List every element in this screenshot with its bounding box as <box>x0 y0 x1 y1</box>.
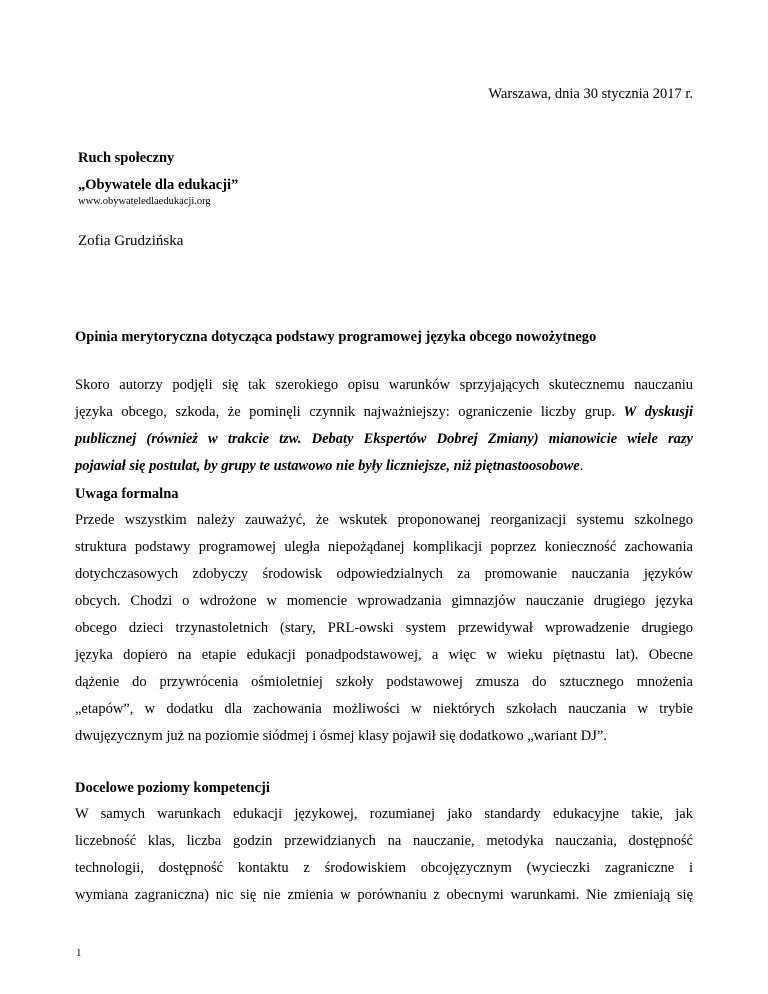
intro-emphasis: pojawiał się postulat, by grupy te ustawowo nie były liczniejsze, niż piętnastoosobowe <box>75 458 580 474</box>
paragraph-line: obcego dzieci trzynastoletnich (stary, PRL-owski system przewidywał wprowadzenie drugiego <box>75 620 693 636</box>
paragraph-line: dwujęzycznym już na poziomie siódmej i ósmej klasy pojawił się dodatkowo „wariant DJ”. <box>75 728 607 744</box>
organization-name: „Obywatele dla edukacji” <box>78 177 239 193</box>
paragraph-line: Przede wszystkim należy zauważyć, że wskutek proponowanej reorganizacji systemu szkolnego <box>75 512 693 528</box>
intro-line <box>75 399 693 426</box>
paragraph-line: obcych. Chodzi o wdrożone w momencie wprowadzania gimnazjów nauczanie drugiego języka <box>75 593 693 609</box>
intro-line-end: . <box>579 458 584 474</box>
organization-block <box>78 145 238 199</box>
intro-line <box>75 453 693 480</box>
paragraph-line: wymiana zagraniczna) nic się nie zmienia w porównaniu z obecnymi warunkami. Nie zmieniają się <box>75 887 693 903</box>
organization-type: Ruch społeczny <box>78 150 175 166</box>
intro-emphasis: publicznej (również w trakcie tzw. Debaty Ekspertów Dobrej Zmiany) mianowicie wiele razy <box>75 431 693 447</box>
intro-paragraph <box>75 372 693 480</box>
section-heading-formal: Uwaga formalna <box>75 486 179 502</box>
paragraph-line: dotychczasowych zdobyczy środowisk odpowiedzialnych za promowanie nauczania języków <box>75 566 693 582</box>
paragraph-line: języka dopiero na etapie edukacji ponadpodstawowej, a więc w wieku piętnastu lat). Obecne <box>75 647 693 663</box>
competence-paragraph <box>75 801 693 909</box>
paragraph-line: liczebność klas, liczba godzin przewidzianych na nauczanie, metodyka nauczania, dostępność <box>75 833 693 849</box>
paragraph-line: struktura podstawy programowej uległa niepożądanej komplikacji poprzez konieczność zachowania <box>75 539 693 555</box>
paragraph-line: „etapów”, w dodatku dla zachowania możliwości w niektórych szkołach nauczania w trybie <box>75 701 693 717</box>
intro-emphasis: W dyskusji <box>623 404 693 420</box>
page-number: 1 <box>76 947 82 959</box>
formal-remark-paragraph <box>75 507 693 750</box>
section-heading-competence: Docelowe poziomy kompetencji <box>75 780 270 796</box>
intro-line-text: języka obcego, szkoda, że pominęli czynnik najważniejszy: ograniczenie liczby grup. <box>75 404 615 420</box>
intro-line: Skoro autorzy podjęli się tak szerokiego opisu warunków sprzyjających skutecznemu nauczaniu <box>75 377 693 393</box>
document-title: Opinia merytoryczna dotycząca podstawy programowej języka obcego nowożytnego <box>75 329 597 345</box>
dateline: Warszawa, dnia 30 stycznia 2017 r. <box>488 86 693 102</box>
paragraph-line: dążenie do przywrócenia ośmioletniej szkoły podstawowej zmusza do sztucznego mnożenia <box>75 674 693 690</box>
author-name: Zofia Grudzińska <box>78 233 184 249</box>
paragraph-line: W samych warunkach edukacji językowej, rozumianej jako standardy edukacyjne takie, jak <box>75 806 693 822</box>
organization-url: www.obywateledlaedukacji.org <box>78 196 211 207</box>
paragraph-line: technologii, dostępność kontaktu z środowiskiem obcojęzycznym (wycieczki zagraniczne i <box>75 860 693 876</box>
